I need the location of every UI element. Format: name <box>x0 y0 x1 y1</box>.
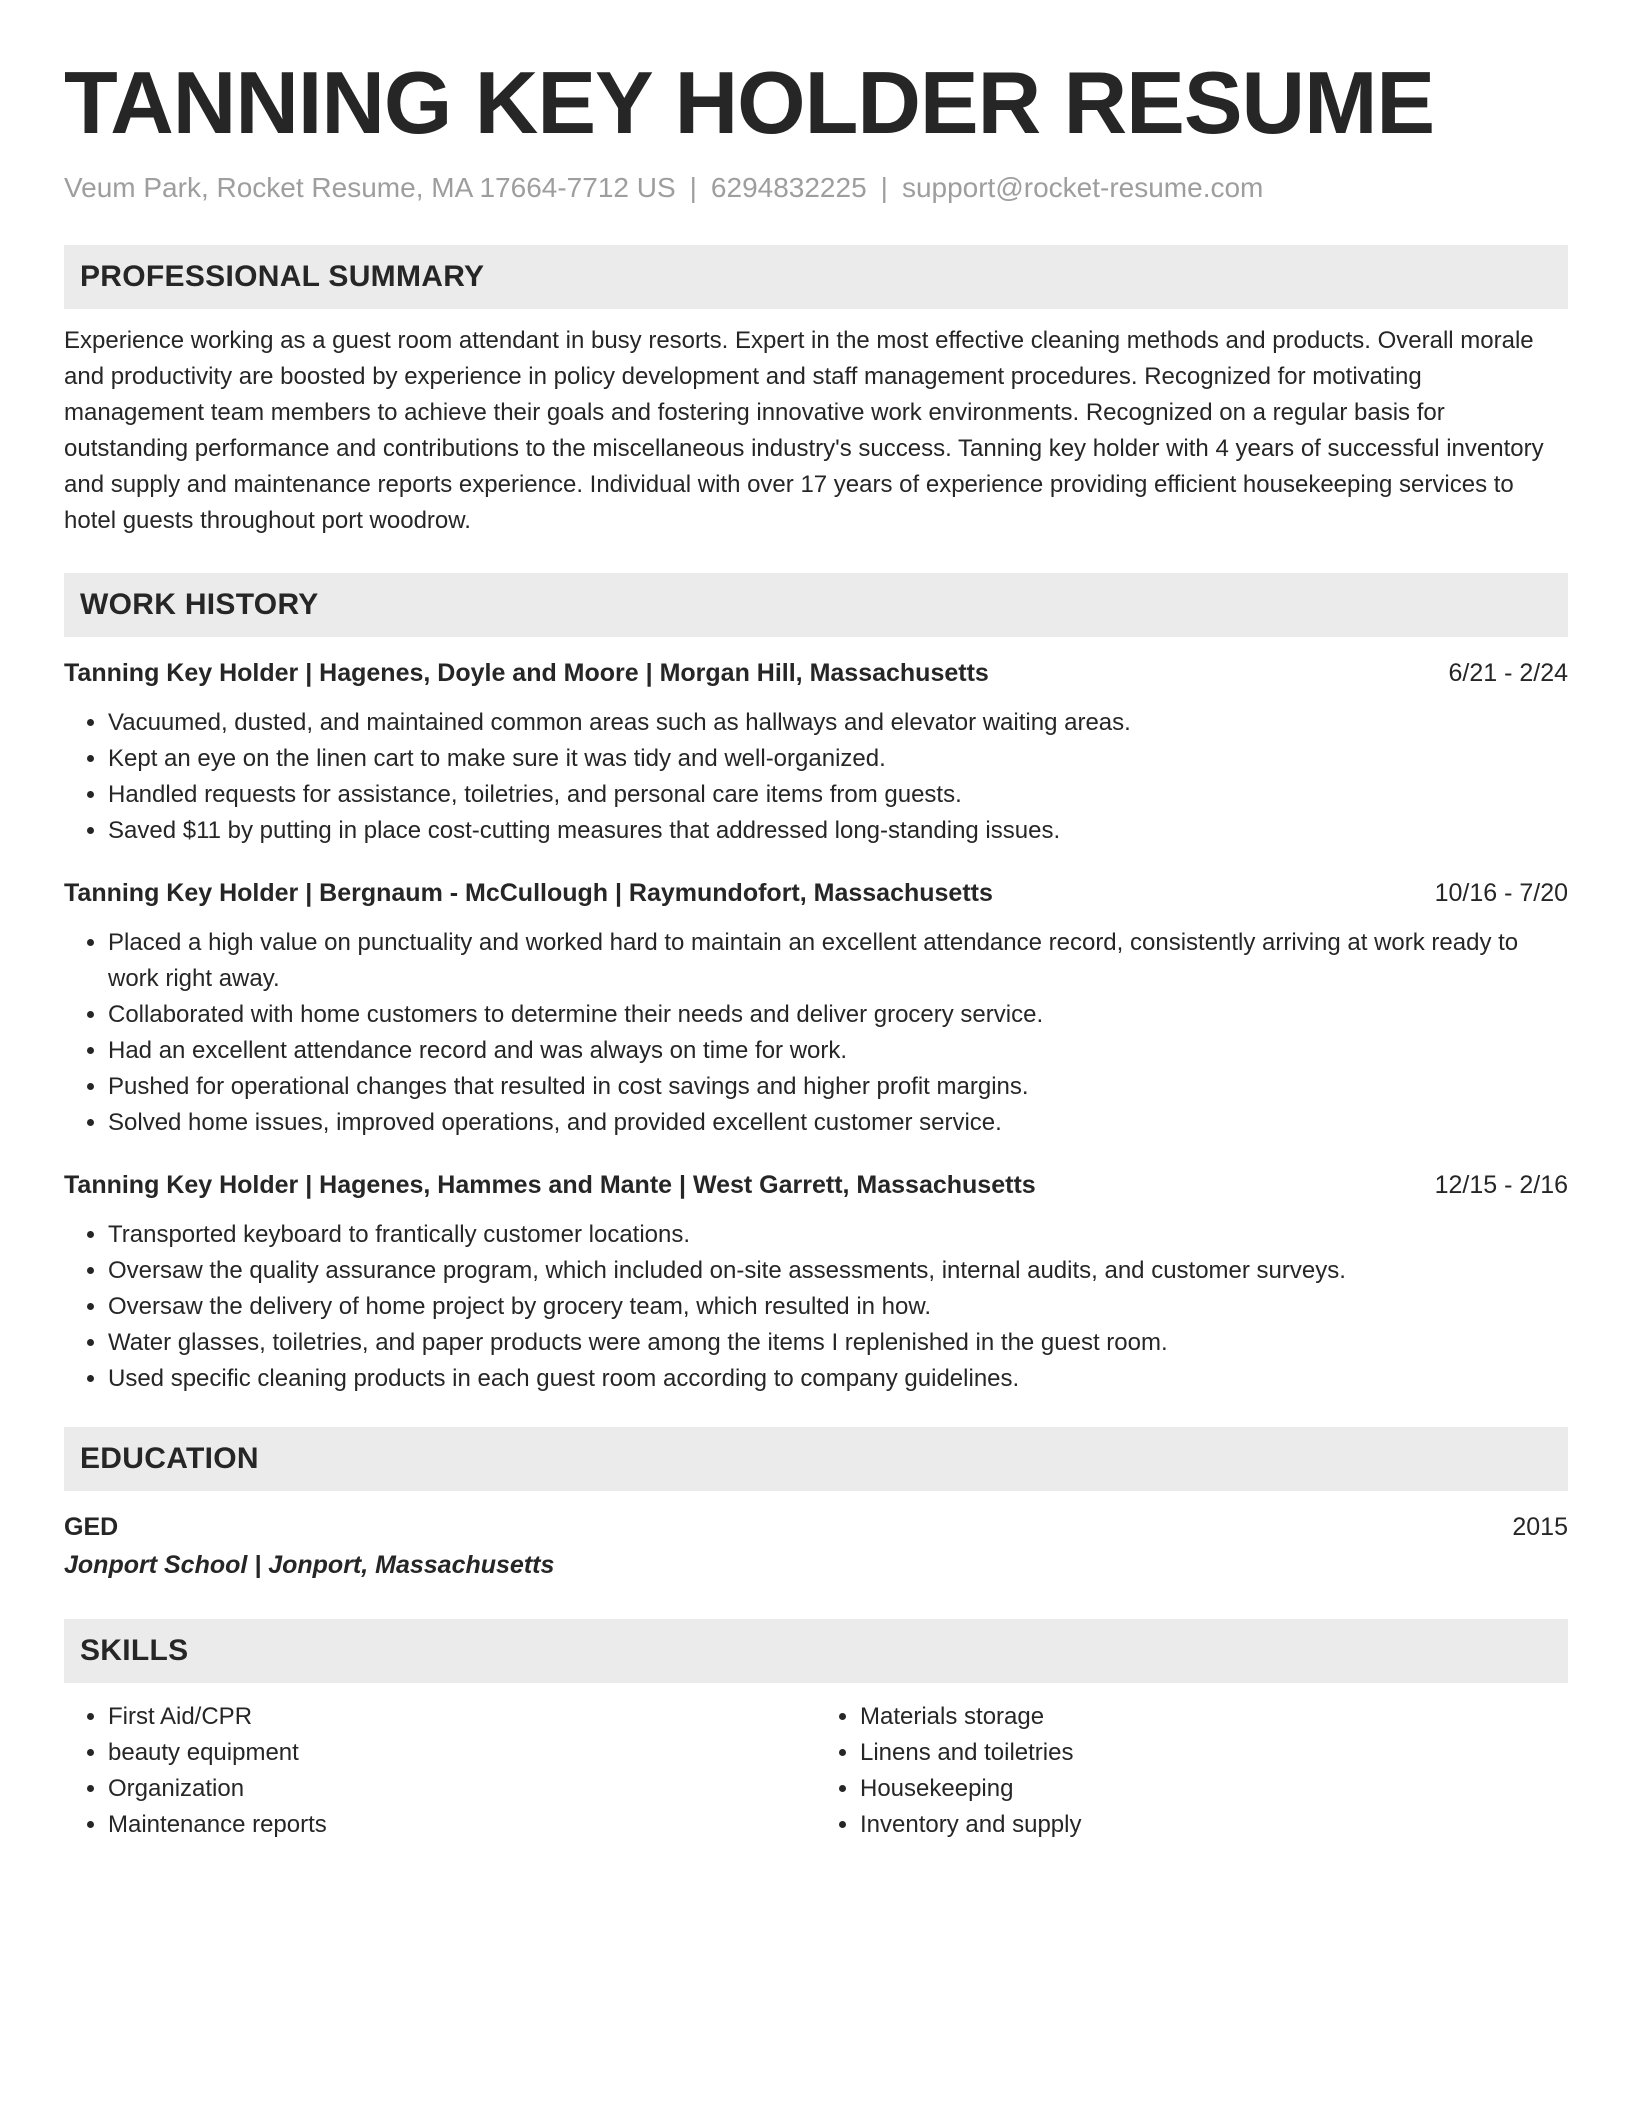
education-degree: GED <box>64 1513 119 1541</box>
job-title: Tanning Key Holder | Hagenes, Hammes and Mante | West Garrett, Massachusetts <box>64 1171 1036 1199</box>
skills-heading: SKILLS <box>64 1619 1568 1683</box>
job-header <box>64 655 1568 691</box>
skills-list <box>64 1699 1568 1843</box>
skill-item: • Inventory and supply <box>860 1807 1568 1843</box>
job-bullets <box>64 925 1568 1141</box>
job-bullet: • Oversaw the delivery of home project by grocery team, which resulted in how. <box>108 1289 1568 1325</box>
job-bullet: • Used specific cleaning products in each guest room according to company guidelines. <box>108 1361 1568 1397</box>
job-bullet: • Water glasses, toiletries, and paper products were among the items I replenished in the guest room. <box>108 1325 1568 1361</box>
contact-separator: | <box>689 172 697 203</box>
education-entry <box>64 1509 1568 1545</box>
summary-text: Experience working as a guest room attendant in busy resorts. Expert in the most effective cleaning methods and products. Overall morale and productivity are boosted by experience in policy development and staff management procedures. Recognized for motivating management team members to achieve their goals and fostering innovative work environments. Recognized on a regular basis for outstanding performance and contributions to the miscellaneous industry's success. Tanning key holder with 4 years of successful inventory and supply and maintenance reports experience. Individual with over 17 years of experience providing efficient housekeeping services to hotel guests throughout port woodrow. <box>64 327 1544 534</box>
job-dates: 10/16 - 7/20 <box>1434 879 1568 907</box>
contact-phone: 6294832225 <box>710 172 867 203</box>
skills-column-left <box>64 1699 816 1843</box>
skill-item: • beauty equipment <box>108 1735 816 1771</box>
job-bullet: • Solved home issues, improved operations, and provided excellent customer service. <box>108 1105 1568 1141</box>
job-bullet: • Placed a high value on punctuality and worked hard to maintain an excellent attendance record, consistently arriving at work ready to work right away. <box>108 925 1568 997</box>
skill-item: • Materials storage <box>860 1699 1568 1735</box>
skill-item: • Linens and toiletries <box>860 1735 1568 1771</box>
contact-separator: | <box>880 172 888 203</box>
job-bullet: • Collaborated with home customers to determine their needs and deliver grocery service. <box>108 997 1568 1033</box>
contact-email: support@rocket-resume.com <box>901 172 1264 203</box>
job-dates: 12/15 - 2/16 <box>1434 1171 1568 1199</box>
job-header <box>64 1167 1568 1203</box>
job-entry <box>64 875 1568 1141</box>
job-dates: 6/21 - 2/24 <box>1448 659 1568 687</box>
job-bullet: • Vacuumed, dusted, and maintained common areas such as hallways and elevator waiting areas. <box>108 705 1568 741</box>
skills-column-right <box>816 1699 1568 1843</box>
job-bullet: • Had an excellent attendance record and was always on time for work. <box>108 1033 1568 1069</box>
contact-line <box>64 170 1568 206</box>
summary-heading: PROFESSIONAL SUMMARY <box>64 245 1568 309</box>
education-year: 2015 <box>1512 1513 1568 1541</box>
job-header <box>64 875 1568 911</box>
resume-title: TANNING KEY HOLDER RESUME <box>64 53 1435 152</box>
job-bullet: • Handled requests for assistance, toiletries, and personal care items from guests. <box>108 777 1568 813</box>
job-bullets <box>64 705 1568 849</box>
job-title: Tanning Key Holder | Bergnaum - McCullough | Raymundofort, Massachusetts <box>64 879 993 907</box>
education-heading: EDUCATION <box>64 1427 1568 1491</box>
job-bullet: • Transported keyboard to frantically customer locations. <box>108 1217 1568 1253</box>
job-bullet: • Kept an eye on the linen cart to make sure it was tidy and well-organized. <box>108 741 1568 777</box>
job-entry <box>64 655 1568 849</box>
contact-address: Veum Park, Rocket Resume, MA 17664-7712 US <box>64 172 676 203</box>
job-bullets <box>64 1217 1568 1397</box>
job-title: Tanning Key Holder | Hagenes, Doyle and Moore | Morgan Hill, Massachusetts <box>64 659 989 687</box>
skill-item: • Maintenance reports <box>108 1807 816 1843</box>
job-entry <box>64 1167 1568 1397</box>
job-bullet: • Oversaw the quality assurance program, which included on-site assessments, internal audits, and customer surveys. <box>108 1253 1568 1289</box>
work-history-heading: WORK HISTORY <box>64 573 1568 637</box>
education-school: Jonport School | Jonport, Massachusetts <box>64 1551 555 1579</box>
skill-item: • Organization <box>108 1771 816 1807</box>
job-bullet: • Pushed for operational changes that resulted in cost savings and higher profit margins. <box>108 1069 1568 1105</box>
skill-item: • First Aid/CPR <box>108 1699 816 1735</box>
skill-item: • Housekeeping <box>860 1771 1568 1807</box>
job-bullet: • Saved $11 by putting in place cost-cutting measures that addressed long-standing issues. <box>108 813 1568 849</box>
